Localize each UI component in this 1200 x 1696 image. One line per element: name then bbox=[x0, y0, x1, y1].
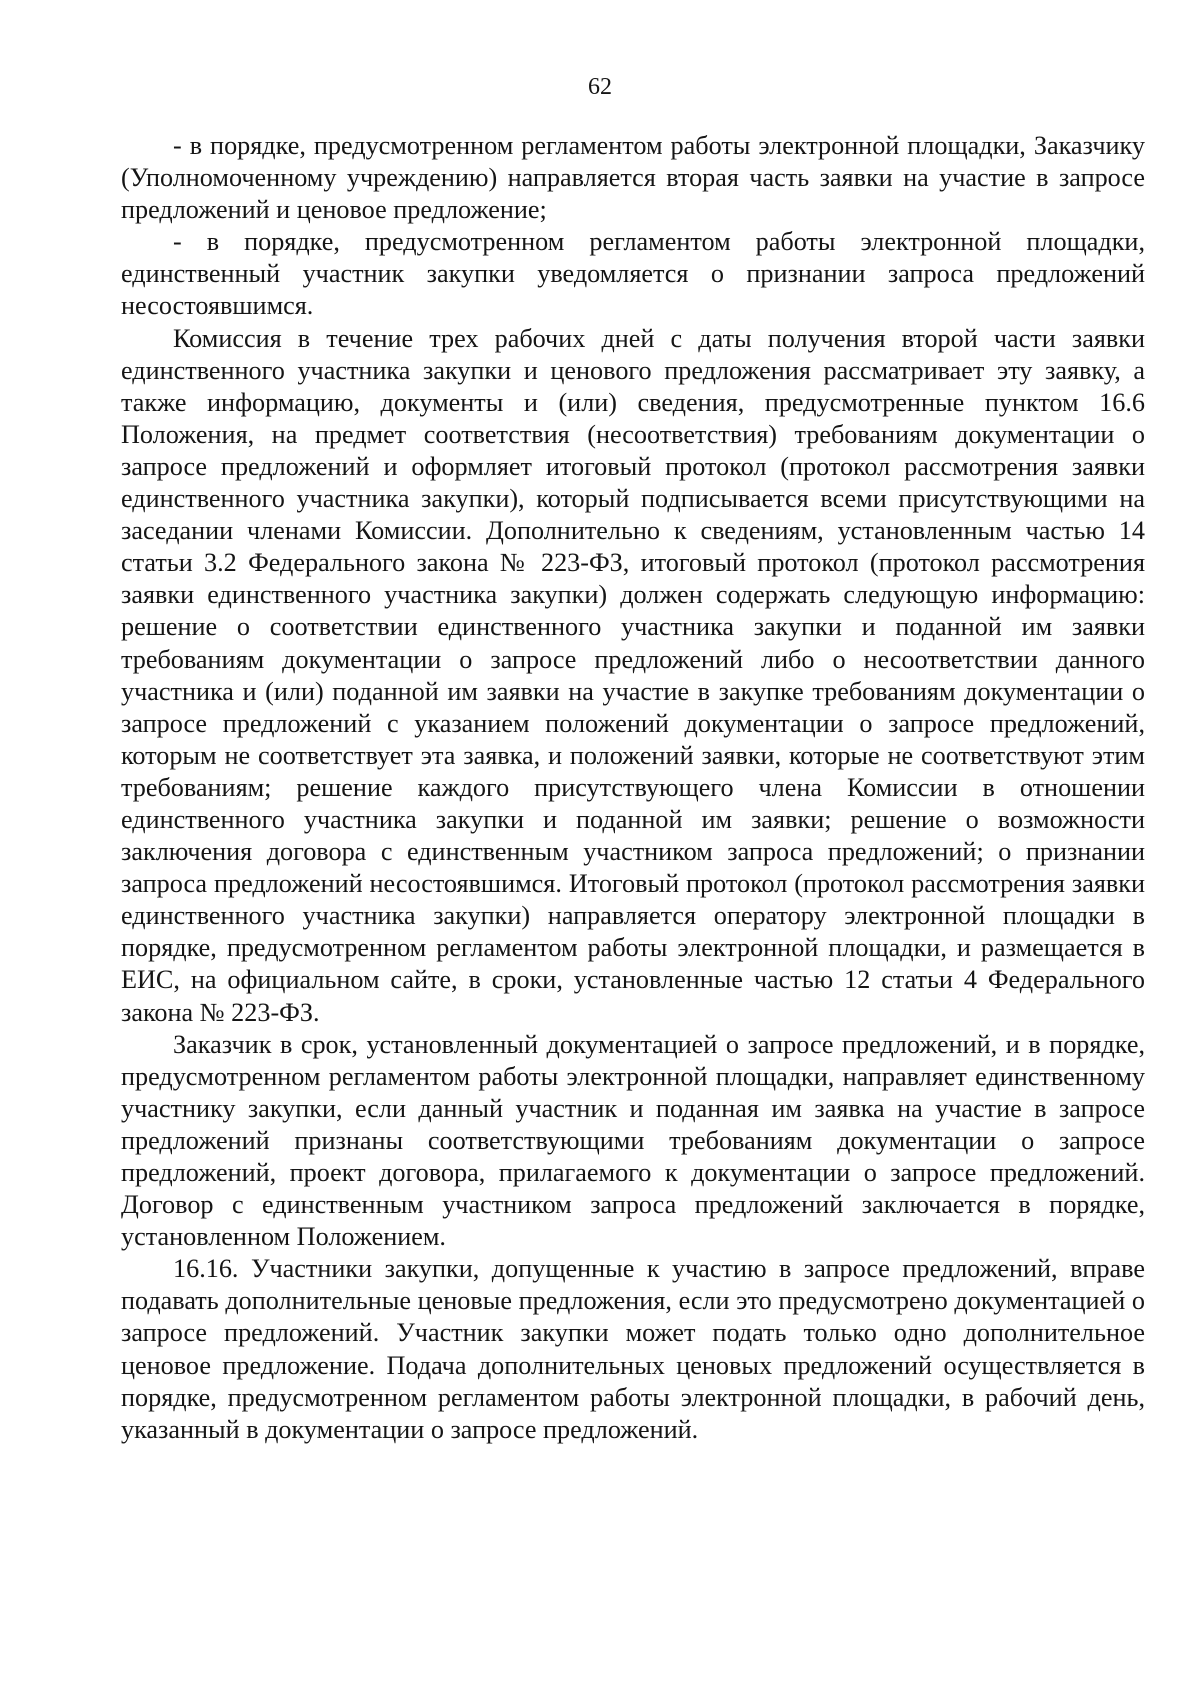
paragraph-customer-contract: Заказчик в срок, установленный документацией о запросе предложений, и в порядке, предусмотренном регламентом работы электронной площадки, направляет единственному участнику закупки, если данный участник и поданная им заявка на участие в запросе предложений признаны соответствующими требованиям документации о запросе предложений, проект договора, прилагаемого к документации о запросе предложений. Договор с единственным участником запроса предложений заключается в порядке, установленном Положением. bbox=[121, 1029, 1145, 1252]
paragraph-notice-second-part: - в порядке, предусмотренном регламентом работы электронной площадки, Заказчику (Уполномоченному учреждению) направляется вторая часть заявки на участие в запросе предложений и ценовое предложение; bbox=[121, 131, 1145, 225]
document-body bbox=[121, 130, 1145, 1446]
paragraph-commission-review: Комиссия в течение трех рабочих дней с даты получения второй части заявки единственного участника закупки и ценового предложения рассматривает эту заявку, а также информацию, документы и (или) сведения, предусмотренные пунктом 16.6 Положения, на предмет соответствия (несоответствия) требованиям документации о запросе предложений и оформляет итоговый протокол (протокол рассмотрения заявки единственного участника закупки), который подписывается всеми присутствующими на заседании членами Комиссии. Дополнительно к сведениям, установленным частью 14 статьи 3.2 Федерального закона № 223-ФЗ, итоговый протокол (протокол рассмотрения заявки единственного участника закупки) должен содержать следующую информацию: решение о соответствии единственного участника закупки и поданной им заявки требованиям документации о запросе предложений либо о несоответствии данного участника и (или) поданной им заявки на участие в закупке требованиям документации о запросе предложений с указанием положений документации о запросе предложений, которым не соответствует эта заявка, и положений заявки, которые не соответствуют этим требованиям; решение каждого присутствующего члена Комиссии в отношении единственного участника закупки и поданной им заявки; решение о возможности заключения договора с единственным участником запроса предложений; о признании запроса предложений несостоявшимся. Итоговый протокол (протокол рассмотрения заявки единственного участника закупки) направляется оператору электронной площадки в порядке, предусмотренном регламентом работы электронной площадки, и размещается в ЕИС, на официальном сайте, в сроки, установленные частью 12 статьи 4 Федерального закона № 223-ФЗ. bbox=[121, 323, 1145, 1027]
paragraph-16-16: 16.16. Участники закупки, допущенные к участию в запросе предложений, вправе подавать дополнительные ценовые предложения, если это предусмотрено документацией о запросе предложений. Участник закупки может подать только одно дополнительное ценовое предложение. Подача дополнительных ценовых предложений осуществляется в порядке, предусмотренном регламентом работы электронной площадки, в рабочий день, указанный в документации о запросе предложений. bbox=[121, 1254, 1145, 1444]
paragraph-notice-not-held: - в порядке, предусмотренном регламентом работы электронной площадки, единственный участник закупки уведомляется о признании запроса предложений несостоявшимся. bbox=[121, 227, 1145, 321]
page-number: 62 bbox=[588, 74, 612, 100]
